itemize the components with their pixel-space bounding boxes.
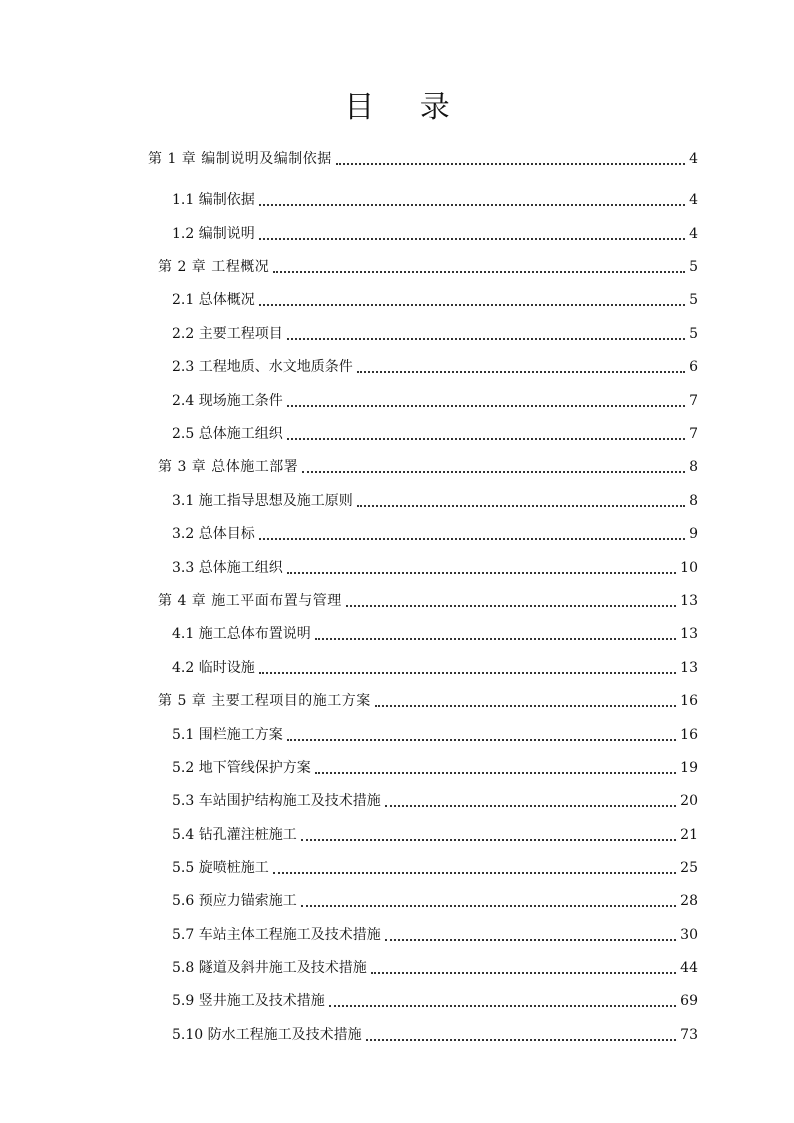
toc-entry[interactable]	[158, 254, 698, 276]
toc-entry-page: 16	[680, 693, 698, 709]
toc-leader-dots	[366, 1039, 677, 1041]
toc-entry-label: 5.7 车站主体工程施工及技术措施	[172, 927, 381, 943]
toc-entry-page: 73	[680, 1027, 698, 1043]
toc-entry[interactable]	[172, 888, 698, 910]
toc-entry-page: 8	[689, 459, 698, 475]
toc-entry-page: 44	[680, 960, 698, 976]
toc-entry[interactable]	[172, 1022, 698, 1044]
toc-entry-page: 10	[680, 560, 698, 576]
toc-entry-page: 5	[689, 292, 698, 308]
toc-entry[interactable]	[172, 722, 698, 744]
toc-entry-label: 2.2 主要工程项目	[172, 326, 283, 342]
toc-leader-dots	[259, 238, 685, 240]
toc-leader-dots	[346, 605, 676, 607]
toc-entry-label: 5.10 防水工程施工及技术措施	[172, 1027, 362, 1043]
toc-leader-dots	[287, 572, 676, 574]
toc-entry-page: 13	[680, 593, 698, 609]
toc-entry[interactable]	[172, 955, 698, 977]
toc-entry-label: 5.2 地下管线保护方案	[172, 760, 311, 776]
toc-entry-label: 5.5 旋喷桩施工	[172, 860, 269, 876]
toc-entry-page: 4	[689, 151, 698, 167]
toc-leader-dots	[301, 839, 676, 841]
toc-entry[interactable]	[172, 321, 698, 343]
toc-leader-dots	[287, 338, 685, 340]
toc-entry-page: 30	[680, 927, 698, 943]
toc-entry-page: 13	[680, 626, 698, 642]
toc-entry-page: 19	[680, 760, 698, 776]
toc-leader-dots	[357, 505, 685, 507]
toc-entry-page: 4	[689, 226, 698, 242]
toc-entry-label: 5.1 围栏施工方案	[172, 727, 283, 743]
toc-entry[interactable]	[158, 688, 698, 710]
toc-entry[interactable]	[172, 655, 698, 677]
toc-leader-dots	[371, 972, 676, 974]
toc-entry[interactable]	[172, 488, 698, 510]
toc-entry[interactable]	[172, 287, 698, 309]
toc-entry-label: 5.4 钻孔灌注桩施工	[172, 827, 297, 843]
toc-leader-dots	[301, 905, 676, 907]
toc-leader-dots	[302, 471, 685, 473]
toc-leader-dots	[287, 438, 685, 440]
toc-entry[interactable]	[172, 521, 698, 543]
toc-entry-label: 5.3 车站围护结构施工及技术措施	[172, 793, 381, 809]
toc-entry-page: 5	[689, 326, 698, 342]
toc-entry-label: 4.2 临时设施	[172, 660, 255, 676]
toc-leader-dots	[287, 405, 685, 407]
toc-entry-label: 2.5 总体施工组织	[172, 426, 283, 442]
toc-leader-dots	[259, 304, 685, 306]
toc-leader-dots	[273, 271, 685, 273]
toc-entry-label: 1.2 编制说明	[172, 226, 255, 242]
toc-entry-page: 69	[680, 993, 698, 1009]
toc-leader-dots	[259, 204, 685, 206]
page-title: 目 录	[344, 90, 468, 125]
toc-leader-dots	[385, 939, 676, 941]
toc-entry-label: 5.9 竖井施工及技术措施	[172, 993, 325, 1009]
toc-entry[interactable]	[172, 388, 698, 410]
toc-entry-page: 13	[680, 660, 698, 676]
toc-entry-label: 2.4 现场施工条件	[172, 393, 283, 409]
toc-entry[interactable]	[172, 421, 698, 443]
toc-leader-dots	[385, 805, 676, 807]
toc-entry-label: 第 3 章 总体施工部署	[158, 459, 299, 475]
toc-entry-page: 8	[689, 493, 698, 509]
toc-entry[interactable]	[172, 187, 698, 209]
toc-entry[interactable]	[172, 822, 698, 844]
toc-entry-label: 3.3 总体施工组织	[172, 560, 283, 576]
toc-entry-page: 6	[689, 359, 698, 375]
toc-entry-page: 25	[680, 860, 698, 876]
toc-entry-label: 4.1 施工总体布置说明	[172, 626, 311, 642]
toc-entry[interactable]	[158, 454, 698, 476]
toc-entry-label: 第 2 章 工程概况	[158, 259, 270, 275]
toc-entry[interactable]	[172, 855, 698, 877]
toc-entry-label: 5.8 隧道及斜井施工及技术措施	[172, 960, 367, 976]
toc-entry-label: 第 5 章 主要工程项目的施工方案	[158, 693, 371, 709]
toc-entry[interactable]	[172, 755, 698, 777]
toc-entry-page: 5	[689, 259, 698, 275]
toc-entry[interactable]	[172, 621, 698, 643]
toc-entry-page: 20	[680, 793, 698, 809]
toc-entry-label: 2.1 总体概况	[172, 292, 255, 308]
toc-entry-page: 7	[689, 426, 698, 442]
toc-entry-label: 第 1 章 编制说明及编制依据	[148, 151, 332, 167]
toc-entry[interactable]	[172, 221, 698, 243]
toc-leader-dots	[329, 1005, 676, 1007]
toc-leader-dots	[273, 872, 676, 874]
toc-entry[interactable]	[172, 988, 698, 1010]
toc-entry-page: 21	[680, 827, 698, 843]
toc-leader-dots	[259, 672, 676, 674]
toc-entry-page: 16	[680, 727, 698, 743]
toc-entry-label: 3.2 总体目标	[172, 526, 255, 542]
toc-leader-dots	[357, 371, 685, 373]
toc-entry-label: 1.1 编制依据	[172, 192, 255, 208]
toc-leader-dots	[259, 538, 685, 540]
toc-entry-label: 3.1 施工指导思想及施工原则	[172, 493, 353, 509]
toc-entry[interactable]	[172, 555, 698, 577]
toc-entry-page: 7	[689, 393, 698, 409]
toc-entry[interactable]	[148, 146, 698, 168]
toc-entry-label: 2.3 工程地质、水文地质条件	[172, 359, 353, 375]
toc-leader-dots	[315, 772, 676, 774]
toc-entry[interactable]	[172, 788, 698, 810]
toc-entry-label: 5.6 预应力锚索施工	[172, 893, 297, 909]
toc-leader-dots	[287, 739, 676, 741]
toc-leader-dots	[336, 163, 685, 165]
toc-entry[interactable]	[172, 922, 698, 944]
toc-entry[interactable]	[172, 354, 698, 376]
toc-leader-dots	[315, 638, 676, 640]
toc-leader-dots	[375, 705, 676, 707]
toc-entry-page: 4	[689, 192, 698, 208]
toc-entry[interactable]	[158, 588, 698, 610]
toc-entry-page: 28	[680, 893, 698, 909]
toc-entry-page: 9	[689, 526, 698, 542]
toc-entry-label: 第 4 章 施工平面布置与管理	[158, 593, 342, 609]
